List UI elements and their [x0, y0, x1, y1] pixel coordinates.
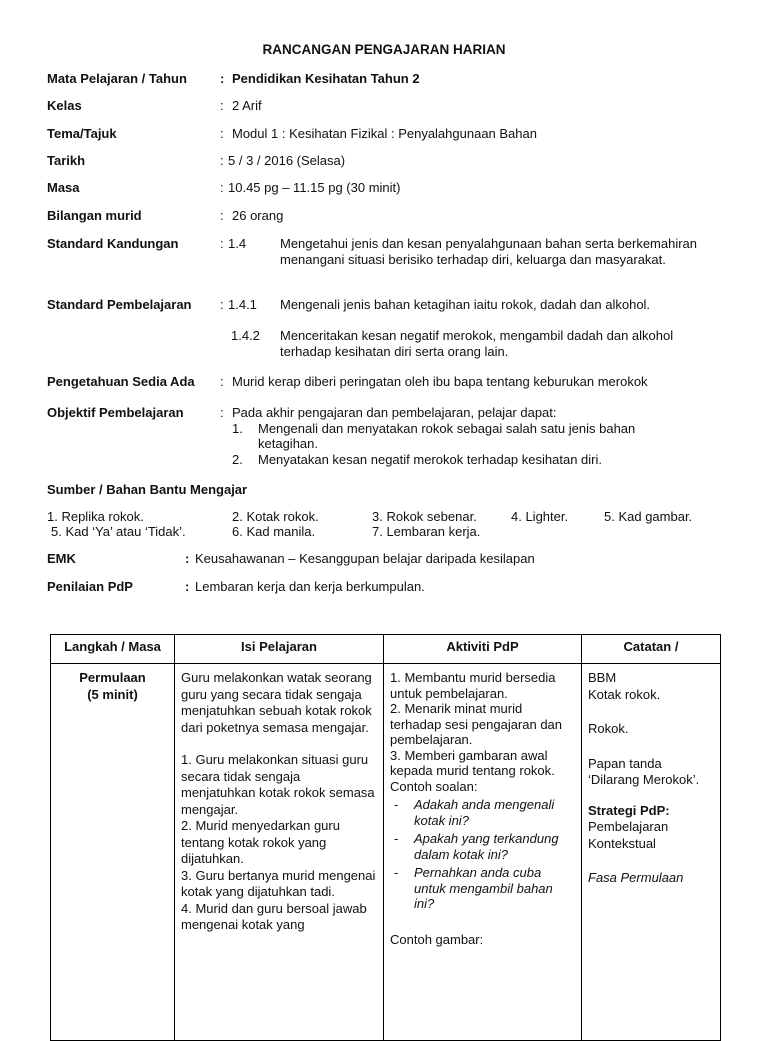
activity-item: 2. Menarik minat murid terhadap sesi pengajaran dan pembelajaran. — [390, 701, 563, 747]
objective-text: Mengenali dan menyatakan rokok sebagai salah satu jenis bahan ketagihan. — [258, 420, 636, 451]
cell-notes — [582, 664, 721, 1041]
field-value: 2 Arif — [232, 98, 262, 113]
field-resources — [47, 482, 727, 542]
standard-text: Menceritakan kesan negatif merokok, mengambil dadah dan alkohol terhadap kesihatan diri serta orang lain. — [280, 328, 674, 359]
lesson-table — [50, 634, 721, 1041]
colon: : — [220, 208, 224, 223]
colon: : — [220, 98, 224, 113]
field-learning-standard — [47, 297, 727, 361]
colon: : — [220, 297, 224, 312]
header-notes: Catatan / — [582, 635, 721, 664]
activity-item: 3. Memberi gambaran awal kepada murid tentang rokok. — [390, 747, 555, 778]
field-label: Standard Pembelajaran — [47, 297, 192, 312]
notes-bbm-item: Kotak rokok. — [588, 686, 661, 702]
objectives-intro: Pada akhir pengajaran dan pembelajaran, pelajar dapat: — [232, 405, 557, 420]
objective-text: Menyatakan kesan negatif merokok terhadap kesihatan diri. — [258, 451, 602, 467]
field-label: Tarikh — [47, 153, 86, 168]
field-label: Bilangan murid — [47, 208, 142, 223]
colon: : — [220, 405, 224, 420]
colon: : — [220, 126, 224, 141]
notes-bbm-item: Rokok. — [588, 721, 629, 736]
field-label: Mata Pelajaran / Tahun — [47, 71, 187, 86]
objective-number: 1. — [232, 420, 243, 436]
field-label: Masa — [47, 180, 80, 195]
questions-label: Contoh soalan: — [390, 778, 478, 794]
objective-number: 2. — [232, 451, 243, 467]
field-value: Keusahawanan – Kesanggupan belajar daripada kesilapan — [195, 551, 535, 566]
resource-item: 5. Kad ‘Ya’ atau ‘Tidak’. — [51, 524, 186, 539]
standard-code: 1.4.2 — [231, 328, 260, 343]
question-item — [390, 865, 575, 912]
field-label: Tema/Tajuk — [47, 126, 117, 141]
phase-text: Fasa Permulaan — [588, 870, 684, 885]
table-row — [51, 664, 721, 1041]
resource-item: 6. Kad manila. — [232, 524, 316, 539]
question-text: Pernahkan anda cuba untuk mengambil bahan ini? — [414, 865, 553, 911]
dash-bullet: - — [394, 797, 399, 812]
field-value: Murid kerap diberi peringatan oleh ibu bapa tentang keburukan merokok — [232, 374, 648, 389]
activity-item: 1. Membantu murid bersedia untuk pembelajaran. — [390, 670, 556, 701]
colon: : — [220, 374, 224, 389]
field-label: EMK — [47, 551, 76, 566]
cell-stage — [51, 664, 175, 1041]
field-value: Modul 1 : Kesihatan Fizikal : Penyalahgunaan Bahan — [232, 126, 537, 141]
field-label: Kelas — [47, 98, 82, 113]
field-label: Penilaian PdP — [47, 579, 133, 594]
colon: : — [185, 579, 190, 594]
resource-item: 2. Kotak rokok. — [232, 509, 319, 524]
header-activities: Aktiviti PdP — [384, 635, 582, 664]
resource-item: 4. Lighter. — [511, 509, 569, 524]
field-objectives — [47, 405, 727, 469]
field-label: Pengetahuan Sedia Ada — [47, 374, 195, 389]
colon: : — [220, 71, 225, 86]
standard-text: Mengenali jenis bahan ketagihan iaitu rokok, dadah dan alkohol. — [280, 297, 651, 312]
content-step: 1. Guru melakonkan situasi guru secara tidak sengaja menjatuhkan kotak rokok semasa mengajar. — [181, 752, 375, 817]
content-step: 4. Murid dan guru bersoal jawab mengenai kotak yang — [181, 900, 367, 932]
field-value: 10.45 pg – 11.15 pg (30 minit) — [228, 180, 401, 195]
cell-activities — [384, 664, 582, 1041]
standard-code: 1.4.1 — [228, 297, 257, 312]
field-label: Sumber / Bahan Bantu Mengajar — [47, 482, 248, 497]
resource-item: 1. Replika rokok. — [47, 509, 144, 524]
objectives-list — [232, 405, 712, 467]
field-value: Lembaran kerja dan kerja berkumpulan. — [195, 579, 425, 594]
stage-time: (5 minit) — [87, 686, 138, 702]
question-text: Adakah anda mengenali kotak ini? — [414, 797, 555, 828]
resource-item: 7. Lembaran kerja. — [372, 524, 481, 539]
stage-name: Permulaan — [79, 670, 146, 685]
colon: : — [220, 180, 224, 195]
page-title: RANCANGAN PENGAJARAN HARIAN — [262, 42, 506, 57]
question-item — [390, 831, 575, 862]
question-text: Apakah yang terkandung dalam kotak ini? — [414, 831, 559, 862]
header-content: Isi Pelajaran — [175, 635, 384, 664]
strategy-text: Pembelajaran Kontekstual — [588, 819, 669, 851]
field-label: Objektif Pembelajaran — [47, 405, 184, 420]
cell-content — [175, 664, 384, 1041]
field-value: 5 / 3 / 2016 (Selasa) — [228, 153, 346, 168]
standard-text: Mengetahui jenis dan kesan penyalahgunaan bahan serta berkemahiran menangani situasi berisiko terhadap diri, keluarga dan masyarakat. — [280, 236, 698, 267]
notes-bbm: BBM — [588, 670, 617, 685]
content-step: 3. Guru bertanya murid mengenai kotak yang dijatuhkan tadi. — [181, 867, 376, 899]
question-item — [390, 797, 575, 828]
colon: : — [220, 236, 224, 251]
strategy-label: Strategi PdP: — [588, 802, 670, 818]
resource-item: 5. Kad gambar. — [604, 509, 693, 524]
dash-bullet: - — [394, 831, 399, 846]
table-header-row — [51, 635, 721, 664]
resource-item: 3. Rokok sebenar. — [372, 509, 477, 524]
standard-code: 1.4 — [228, 236, 247, 251]
field-value: Pendidikan Kesihatan Tahun 2 — [232, 71, 420, 86]
objective-item — [232, 452, 712, 468]
objective-item — [232, 421, 678, 452]
dash-bullet: - — [394, 865, 399, 880]
content-intro: Guru melakonkan watak seorang guru yang secara tidak sengaja menjatuhkan sebuah kotak rokok dari poketnya semasa mengajar. — [181, 670, 372, 735]
colon: : — [220, 153, 224, 168]
field-value: 26 orang — [232, 208, 284, 223]
field-label: Standard Kandungan — [47, 236, 179, 251]
header-step: Langkah / Masa — [51, 635, 175, 664]
colon: : — [185, 551, 190, 566]
content-step: 2. Murid menyedarkan guru tentang kotak rokok yang dijatuhkan. — [181, 818, 340, 866]
image-label: Contoh gambar: — [390, 931, 484, 947]
notes-bbm-item: Papan tanda ‘Dilarang Merokok’. — [588, 755, 700, 787]
field-content-standard — [47, 236, 727, 286]
